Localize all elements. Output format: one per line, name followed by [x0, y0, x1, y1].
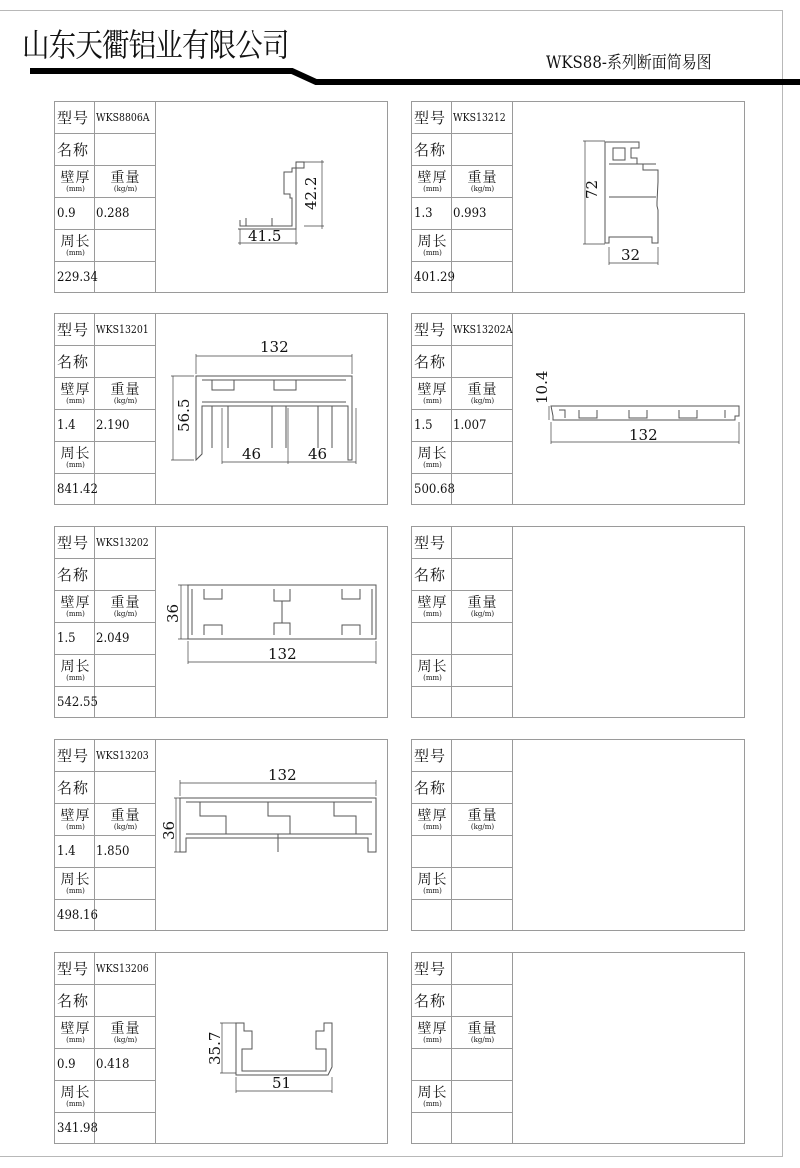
spec-table	[55, 953, 156, 1143]
model-value: WKS13206	[96, 962, 149, 975]
spec-table	[55, 314, 156, 504]
model-value: WKS13203	[96, 749, 149, 762]
perimeter-value: 542.55	[57, 694, 98, 710]
model-label: 型号	[55, 527, 95, 559]
dim-width: 132	[260, 338, 289, 356]
wall-thickness-header: 壁厚 (mm)	[412, 1017, 452, 1049]
wall-thickness-header: 壁厚 (mm)	[55, 1017, 95, 1049]
name-label: 名称	[55, 346, 95, 378]
wall-thickness-value: 1.4	[57, 844, 76, 859]
dim-height: 42.2	[302, 176, 320, 210]
perimeter-value: 341.98	[57, 1120, 98, 1136]
wall-thickness-value: 1.5	[414, 418, 433, 433]
dim-width: 132	[268, 766, 297, 784]
profile-card-wks13203	[54, 739, 388, 931]
profile-drawing	[156, 527, 387, 717]
spec-table	[55, 527, 156, 717]
dim-height: 10.4	[533, 370, 551, 404]
company-name: 山东天衢铝业有限公司	[22, 26, 289, 64]
model-value: WKS13202	[96, 536, 149, 549]
spec-table	[412, 314, 513, 504]
perimeter-value: 229.34	[57, 269, 98, 285]
profile-card-wks13202	[54, 526, 388, 718]
wall-thickness-header: 壁厚 (mm)	[55, 804, 95, 836]
profile-drawing	[513, 527, 744, 717]
spec-table	[412, 953, 513, 1143]
name-label: 名称	[412, 559, 452, 591]
dim-width: 132	[268, 645, 297, 663]
spec-table	[55, 102, 156, 292]
model-label: 型号	[55, 314, 95, 346]
model-label: 型号	[55, 953, 95, 985]
weight-header: 重量 (kg/m)	[95, 591, 156, 623]
weight-header: 重量 (kg/m)	[452, 591, 513, 623]
perimeter-header: 周长 (mm)	[412, 1081, 452, 1113]
weight-value: 2.049	[96, 631, 130, 646]
weight-value: 0.288	[96, 206, 130, 221]
dim-pitch-1: 46	[242, 445, 262, 463]
dim-height: 35.7	[206, 1031, 224, 1065]
dim-height: 56.5	[175, 398, 193, 432]
weight-header: 重量 (kg/m)	[452, 1017, 513, 1049]
model-value: WKS13212	[453, 111, 506, 124]
perimeter-header: 周长 (mm)	[55, 868, 95, 900]
wall-thickness-value: 1.3	[414, 206, 433, 221]
model-value: WKS8806A	[96, 111, 150, 124]
spec-table	[55, 740, 156, 930]
perimeter-header: 周长 (mm)	[412, 442, 452, 474]
weight-value: 0.418	[96, 1057, 130, 1072]
perimeter-value: 500.68	[414, 481, 455, 497]
header-rule	[0, 0, 800, 100]
model-label: 型号	[412, 314, 452, 346]
profile-card-wks13206	[54, 952, 388, 1144]
dim-pitch-2: 46	[308, 445, 328, 463]
weight-value: 1.007	[453, 418, 487, 433]
wall-thickness-header: 壁厚 (mm)	[412, 378, 452, 410]
profile-drawing	[156, 740, 387, 930]
perimeter-header: 周长 (mm)	[412, 655, 452, 687]
perimeter-header: 周长 (mm)	[55, 1081, 95, 1113]
dim-width: 32	[621, 246, 641, 264]
name-label: 名称	[55, 985, 95, 1017]
wall-thickness-header: 壁厚 (mm)	[412, 166, 452, 198]
perimeter-header: 周长 (mm)	[55, 655, 95, 687]
name-label: 名称	[412, 134, 452, 166]
model-label: 型号	[412, 740, 452, 772]
profile-card-wks13202a	[411, 313, 745, 505]
weight-header: 重量 (kg/m)	[452, 804, 513, 836]
profile-card-wks13201	[54, 313, 388, 505]
perimeter-value: 401.29	[414, 269, 455, 285]
weight-value: 0.993	[453, 206, 487, 221]
profile-card-empty-7	[411, 739, 745, 931]
spec-table	[412, 740, 513, 930]
weight-header: 重量 (kg/m)	[452, 166, 513, 198]
wall-thickness-value: 0.9	[57, 1057, 76, 1072]
model-label: 型号	[412, 102, 452, 134]
dim-width: 41.5	[248, 227, 282, 245]
profile-drawing	[513, 953, 744, 1143]
wall-thickness-value: 1.5	[57, 631, 76, 646]
weight-header: 重量 (kg/m)	[95, 166, 156, 198]
profile-card-wks13212	[411, 101, 745, 293]
profile-card-wks8806a	[54, 101, 388, 293]
profile-drawing	[513, 740, 744, 930]
perimeter-value: 498.16	[57, 907, 98, 923]
weight-value: 2.190	[96, 418, 130, 433]
weight-header: 重量 (kg/m)	[95, 804, 156, 836]
perimeter-header: 周长 (mm)	[55, 230, 95, 262]
model-label: 型号	[412, 953, 452, 985]
model-value: WKS13201	[96, 323, 149, 336]
profile-drawing	[513, 314, 744, 504]
profile-card-empty-9	[411, 952, 745, 1144]
name-label: 名称	[55, 134, 95, 166]
perimeter-value: 841.42	[57, 481, 98, 497]
wall-thickness-header: 壁厚 (mm)	[55, 591, 95, 623]
weight-value: 1.850	[96, 844, 130, 859]
wall-thickness-header: 壁厚 (mm)	[55, 378, 95, 410]
model-label: 型号	[55, 102, 95, 134]
weight-header: 重量 (kg/m)	[452, 378, 513, 410]
wall-thickness-header: 壁厚 (mm)	[412, 591, 452, 623]
model-label: 型号	[55, 740, 95, 772]
spec-table	[412, 102, 513, 292]
name-label: 名称	[412, 985, 452, 1017]
profile-drawing	[156, 953, 387, 1143]
dim-width: 132	[629, 426, 658, 444]
weight-header: 重量 (kg/m)	[95, 1017, 156, 1049]
model-value: WKS13202A	[453, 323, 513, 336]
perimeter-header: 周长 (mm)	[412, 230, 452, 262]
name-label: 名称	[55, 559, 95, 591]
profile-card-empty-5	[411, 526, 745, 718]
name-label: 名称	[55, 772, 95, 804]
profile-drawing	[156, 314, 387, 504]
series-title: WKS88-系列断面简易图	[546, 53, 712, 73]
dim-width: 51	[272, 1074, 292, 1092]
perimeter-header: 周长 (mm)	[55, 442, 95, 474]
weight-header: 重量 (kg/m)	[95, 378, 156, 410]
dim-height: 72	[583, 179, 601, 199]
spec-table	[412, 527, 513, 717]
wall-thickness-value: 0.9	[57, 206, 76, 221]
dim-height: 36	[164, 603, 182, 623]
wall-thickness-header: 壁厚 (mm)	[55, 166, 95, 198]
dim-height: 36	[160, 820, 178, 840]
profile-drawing	[513, 102, 744, 292]
wall-thickness-header: 壁厚 (mm)	[412, 804, 452, 836]
name-label: 名称	[412, 772, 452, 804]
model-label: 型号	[412, 527, 452, 559]
perimeter-header: 周长 (mm)	[412, 868, 452, 900]
profile-drawing	[156, 102, 387, 292]
name-label: 名称	[412, 346, 452, 378]
wall-thickness-value: 1.4	[57, 418, 76, 433]
